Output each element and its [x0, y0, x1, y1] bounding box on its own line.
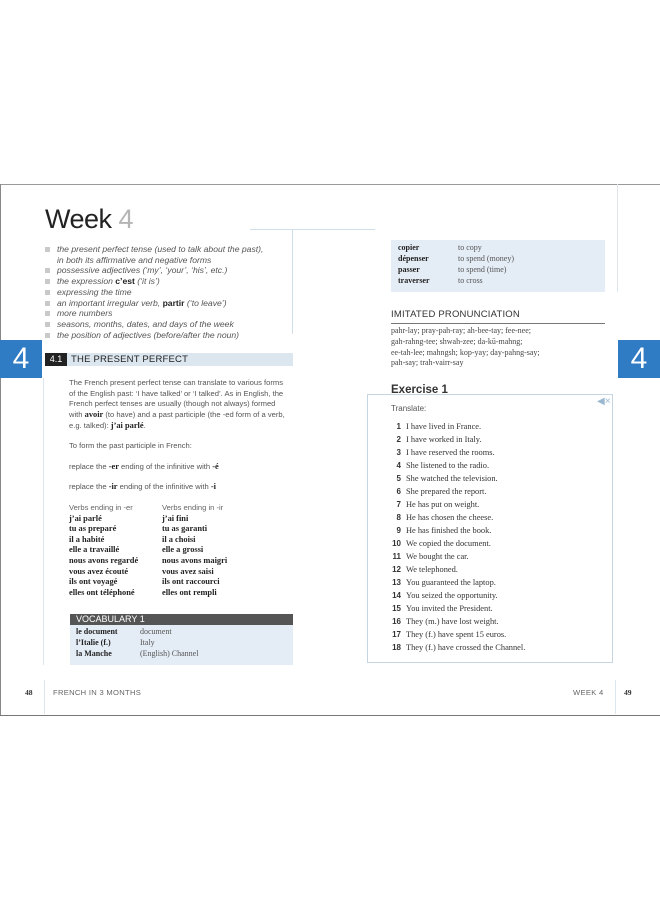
title-number: 4 — [118, 204, 134, 234]
rule-er: replace the -er ending of the infinitive with -é — [69, 462, 219, 471]
verb-form: elle a travaillé — [69, 545, 120, 555]
objective-item: the position of adjectives (before/after the noun) — [45, 330, 295, 341]
exercise-item: 8 He has chosen the cheese. — [396, 513, 494, 522]
pronunciation-rule — [391, 323, 605, 324]
exercise-item: 5 She watched the television. — [396, 474, 498, 483]
exercise-instruction: Translate: — [391, 404, 427, 413]
running-footer-book-title: FRENCH IN 3 MONTHS — [53, 688, 142, 697]
audio-speaker-icon[interactable]: ◀× — [597, 396, 611, 407]
verb-form: tu as garanti — [162, 524, 208, 534]
pronunciation-line: pah-say; trah-vairr-say — [391, 358, 464, 368]
exercise-item: 17 They (f.) have spent 15 euros. — [392, 630, 507, 639]
title-rule — [250, 229, 375, 230]
verb-form: elle a grossi — [162, 545, 204, 555]
margin-rule — [617, 184, 618, 292]
exercise-list — [389, 420, 609, 654]
exercise-item: 1 I have lived in France. — [396, 422, 482, 431]
exercise-item: 2 I have worked in Italy. — [396, 435, 482, 444]
verb-form: elles ont téléphoné — [69, 587, 135, 597]
footer-divider — [44, 680, 45, 714]
exercise-item: 7 He has put on weight. — [396, 500, 480, 509]
chapter-tab-left: 4 — [0, 340, 42, 378]
exercise-item: 4 She listened to the radio. — [396, 461, 490, 470]
pronunciation-line: ee-tah-lee; mahngsh; kop-yay; day-pahng-say; — [391, 347, 540, 357]
exercise-item: 9 He has finished the book. — [396, 526, 492, 535]
verb-form: il a habité — [69, 534, 105, 544]
exercise-item: 12 We telephoned. — [392, 565, 458, 574]
participle-intro: To form the past participle in French: — [69, 441, 192, 450]
exercise-title: Exercise 1 — [391, 384, 448, 396]
exercise-item: 18 They (f.) have crossed the Channel. — [392, 643, 526, 652]
pronunciation-line: gah-rahng-tee; shwah-zee; da-kū-mahng; — [391, 336, 523, 346]
title-word: Week — [45, 204, 112, 234]
square-bullet-icon — [45, 279, 50, 284]
verb-form: tu as preparé — [69, 524, 117, 534]
exercise-item: 16 They (m.) have lost weight. — [392, 617, 499, 626]
verb-form: nous avons maigri — [162, 555, 228, 565]
objective-item: the expression c’est (‘it is’) — [45, 276, 295, 287]
verb-form: il a choisi — [162, 534, 196, 544]
exercise-item: 14 You seized the opportunity. — [392, 591, 498, 600]
square-bullet-icon — [45, 322, 50, 327]
rule-ir: replace the -ir ending of the infinitive with -i — [69, 482, 216, 491]
verb-form: vous avez écouté — [69, 566, 129, 576]
verb-form: ils ont voyagé — [69, 577, 118, 587]
objective-item-continued: in both its affirmative and negative forms — [57, 254, 212, 265]
exercise-item: 15 You invited the President. — [392, 604, 493, 613]
vocabulary-box: le document document l’Italie (f.) Italy la Manche (English) Channel — [70, 625, 293, 665]
er-verbs-column — [69, 503, 138, 598]
square-bullet-icon — [45, 268, 50, 273]
intro-paragraph: The French present perfect tense can translate to various forms of the English past: ‘I have talked’ or ‘I talked’. As in English, the French perfect tenses are usually (though not always) formed with avoir (to have) and a past participle (the -ed form of a verb, e.g. talked): j’ai parlé. — [69, 378, 285, 430]
pronunciation-title: IMITATED PRONUNCIATION — [391, 309, 520, 320]
verb-form: j’ai fini — [162, 513, 189, 523]
vocabulary-continued-box: copier to copy dépenser to spend (money) passer to spend (time) traverser to cross — [391, 240, 605, 292]
square-bullet-icon — [45, 333, 50, 338]
objective-item: seasons, months, dates, and days of the week — [45, 319, 295, 330]
objective-item: expressing the time — [45, 287, 295, 298]
exercise-item: 3 I have reserved the rooms. — [396, 448, 495, 457]
pronunciation-line: pahr-lay; pray-pah-ray; ah-bee-tay; fee-nee; — [391, 326, 531, 335]
verb-form: nous avons regardé — [69, 555, 139, 565]
verb-form: vous avez saisi — [162, 566, 214, 576]
square-bullet-icon — [45, 311, 50, 316]
square-bullet-icon — [45, 247, 50, 252]
section-number: 4.1 — [45, 353, 67, 366]
objective-item: the present perfect tense (used to talk about the past), — [45, 244, 295, 255]
page-edge — [0, 184, 1, 715]
objective-item: possessive adjectives (‘my’, ‘your’, ‘his’, etc.) — [45, 265, 295, 276]
vocabulary-header: VOCABULARY 1 — [70, 614, 293, 625]
verb-form: elles ont rempli — [162, 587, 217, 597]
ir-verbs-column — [162, 503, 227, 598]
section-title: THE PRESENT PERFECT — [71, 354, 189, 365]
page-number-right: 49 — [624, 688, 632, 697]
objectives-list — [45, 244, 295, 340]
exercise-item: 13 You guaranteed the laptop. — [392, 578, 496, 587]
margin-rule — [43, 378, 44, 665]
objective-item: more numbers — [45, 308, 295, 319]
exercise-item: 10 We copied the document. — [392, 539, 491, 548]
square-bullet-icon — [45, 301, 50, 306]
objective-item: an important irregular verb, partir (‘to leave’) — [45, 298, 295, 309]
page-number-left: 48 — [25, 688, 33, 697]
page-title — [45, 204, 133, 235]
column-header: Verbs ending in -ir — [162, 503, 224, 512]
pronunciation-text — [391, 326, 611, 369]
verb-form: j’ai parlé — [69, 513, 102, 523]
running-footer-week: WEEK 4 — [573, 688, 604, 697]
column-header: Verbs ending in -er — [69, 503, 133, 512]
footer-divider — [615, 680, 616, 714]
chapter-tab-right: 4 — [618, 340, 660, 378]
square-bullet-icon — [45, 290, 50, 295]
exercise-item: 6 She prepared the report. — [396, 487, 487, 496]
exercise-item: 11 We bought the car. — [392, 552, 469, 561]
verb-form: ils ont raccourci — [162, 577, 220, 587]
